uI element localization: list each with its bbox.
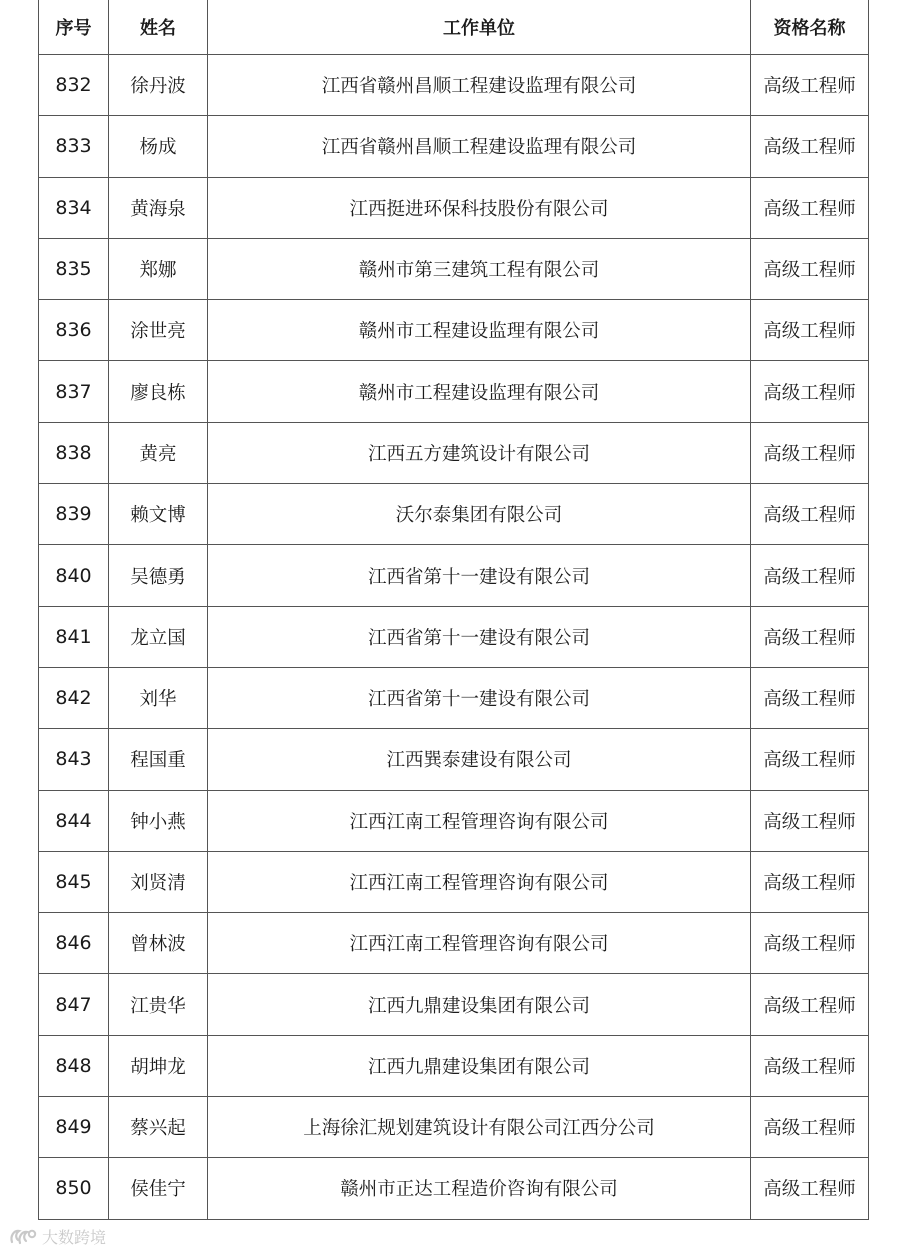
cell-name: 曾林波	[109, 913, 208, 974]
cell-work-unit: 赣州市正达工程造价咨询有限公司	[208, 1158, 751, 1219]
table-row	[39, 790, 869, 851]
cell-qualification: 高级工程师	[751, 667, 869, 728]
cell-work-unit: 江西挺进环保科技股份有限公司	[208, 177, 751, 238]
table-row	[39, 913, 869, 974]
header-qualification: 资格名称	[751, 0, 869, 55]
cell-work-unit: 赣州市工程建设监理有限公司	[208, 300, 751, 361]
qualification-table	[38, 0, 869, 1220]
header-name: 姓名	[109, 0, 208, 55]
cell-work-unit: 沃尔泰集团有限公司	[208, 484, 751, 545]
cell-qualification: 高级工程师	[751, 55, 869, 116]
cell-work-unit: 江西省赣州昌顺工程建设监理有限公司	[208, 55, 751, 116]
table-row	[39, 606, 869, 667]
cell-serial-number: 836	[39, 300, 109, 361]
cell-qualification: 高级工程师	[751, 177, 869, 238]
table-row	[39, 1158, 869, 1219]
cell-name: 江贵华	[109, 974, 208, 1035]
cell-work-unit: 江西江南工程管理咨询有限公司	[208, 790, 751, 851]
cell-qualification: 高级工程师	[751, 238, 869, 299]
cell-serial-number: 839	[39, 484, 109, 545]
cell-serial-number: 850	[39, 1158, 109, 1219]
cell-work-unit: 江西江南工程管理咨询有限公司	[208, 913, 751, 974]
cell-name: 吴德勇	[109, 545, 208, 606]
cell-serial-number: 843	[39, 729, 109, 790]
cell-serial-number: 833	[39, 116, 109, 177]
cell-serial-number: 847	[39, 974, 109, 1035]
cell-qualification: 高级工程师	[751, 116, 869, 177]
cell-qualification: 高级工程师	[751, 729, 869, 790]
cell-name: 胡坤龙	[109, 1035, 208, 1096]
table-header-row	[39, 0, 869, 55]
cell-qualification: 高级工程师	[751, 1158, 869, 1219]
cell-qualification: 高级工程师	[751, 790, 869, 851]
cell-qualification: 高级工程师	[751, 606, 869, 667]
table-row	[39, 177, 869, 238]
cell-work-unit: 江西九鼎建设集团有限公司	[208, 1035, 751, 1096]
cell-qualification: 高级工程师	[751, 361, 869, 422]
cell-qualification: 高级工程师	[751, 1035, 869, 1096]
cell-serial-number: 838	[39, 422, 109, 483]
cell-name: 侯佳宁	[109, 1158, 208, 1219]
cell-serial-number: 845	[39, 851, 109, 912]
cell-serial-number: 834	[39, 177, 109, 238]
cell-name: 涂世亮	[109, 300, 208, 361]
cell-qualification: 高级工程师	[751, 1097, 869, 1158]
cell-qualification: 高级工程师	[751, 300, 869, 361]
cell-name: 程国重	[109, 729, 208, 790]
cell-name: 徐丹波	[109, 55, 208, 116]
cell-qualification: 高级工程师	[751, 851, 869, 912]
cell-serial-number: 846	[39, 913, 109, 974]
cell-name: 黄海泉	[109, 177, 208, 238]
table-row	[39, 55, 869, 116]
watermark	[8, 1225, 106, 1248]
table-row	[39, 422, 869, 483]
cell-work-unit: 江西省第十一建设有限公司	[208, 545, 751, 606]
cell-name: 黄亮	[109, 422, 208, 483]
cell-serial-number: 844	[39, 790, 109, 851]
table-row	[39, 545, 869, 606]
cell-name: 赖文博	[109, 484, 208, 545]
cell-name: 钟小燕	[109, 790, 208, 851]
cell-name: 廖良栋	[109, 361, 208, 422]
cell-work-unit: 江西省第十一建设有限公司	[208, 667, 751, 728]
cell-serial-number: 835	[39, 238, 109, 299]
cell-serial-number: 840	[39, 545, 109, 606]
table-row	[39, 238, 869, 299]
cell-name: 刘贤清	[109, 851, 208, 912]
cell-serial-number: 848	[39, 1035, 109, 1096]
cell-name: 龙立国	[109, 606, 208, 667]
cell-work-unit: 江西九鼎建设集团有限公司	[208, 974, 751, 1035]
watermark-text: 大数跨境	[42, 1228, 107, 1247]
watermark-logo-icon	[8, 1226, 38, 1248]
table-row	[39, 1097, 869, 1158]
table-row	[39, 667, 869, 728]
cell-work-unit: 赣州市工程建设监理有限公司	[208, 361, 751, 422]
header-work-unit: 工作单位	[208, 0, 751, 55]
table-row	[39, 974, 869, 1035]
header-serial-number: 序号	[39, 0, 109, 55]
cell-name: 蔡兴起	[109, 1097, 208, 1158]
cell-serial-number: 841	[39, 606, 109, 667]
cell-work-unit: 江西省第十一建设有限公司	[208, 606, 751, 667]
cell-qualification: 高级工程师	[751, 974, 869, 1035]
table-row	[39, 484, 869, 545]
cell-qualification: 高级工程师	[751, 545, 869, 606]
roster-sheet	[38, 0, 868, 1220]
cell-name: 郑娜	[109, 238, 208, 299]
cell-work-unit: 江西省赣州昌顺工程建设监理有限公司	[208, 116, 751, 177]
cell-work-unit: 江西巽泰建设有限公司	[208, 729, 751, 790]
table-row	[39, 300, 869, 361]
cell-serial-number: 832	[39, 55, 109, 116]
cell-qualification: 高级工程师	[751, 422, 869, 483]
cell-serial-number: 849	[39, 1097, 109, 1158]
cell-work-unit: 上海徐汇规划建筑设计有限公司江西分公司	[208, 1097, 751, 1158]
table-body	[39, 55, 869, 1220]
table-row	[39, 851, 869, 912]
table-row	[39, 1035, 869, 1096]
table-row	[39, 361, 869, 422]
table-row	[39, 116, 869, 177]
cell-serial-number: 842	[39, 667, 109, 728]
cell-name: 杨成	[109, 116, 208, 177]
cell-name: 刘华	[109, 667, 208, 728]
cell-work-unit: 赣州市第三建筑工程有限公司	[208, 238, 751, 299]
cell-work-unit: 江西江南工程管理咨询有限公司	[208, 851, 751, 912]
cell-qualification: 高级工程师	[751, 484, 869, 545]
cell-serial-number: 837	[39, 361, 109, 422]
cell-work-unit: 江西五方建筑设计有限公司	[208, 422, 751, 483]
cell-qualification: 高级工程师	[751, 913, 869, 974]
table-row	[39, 729, 869, 790]
